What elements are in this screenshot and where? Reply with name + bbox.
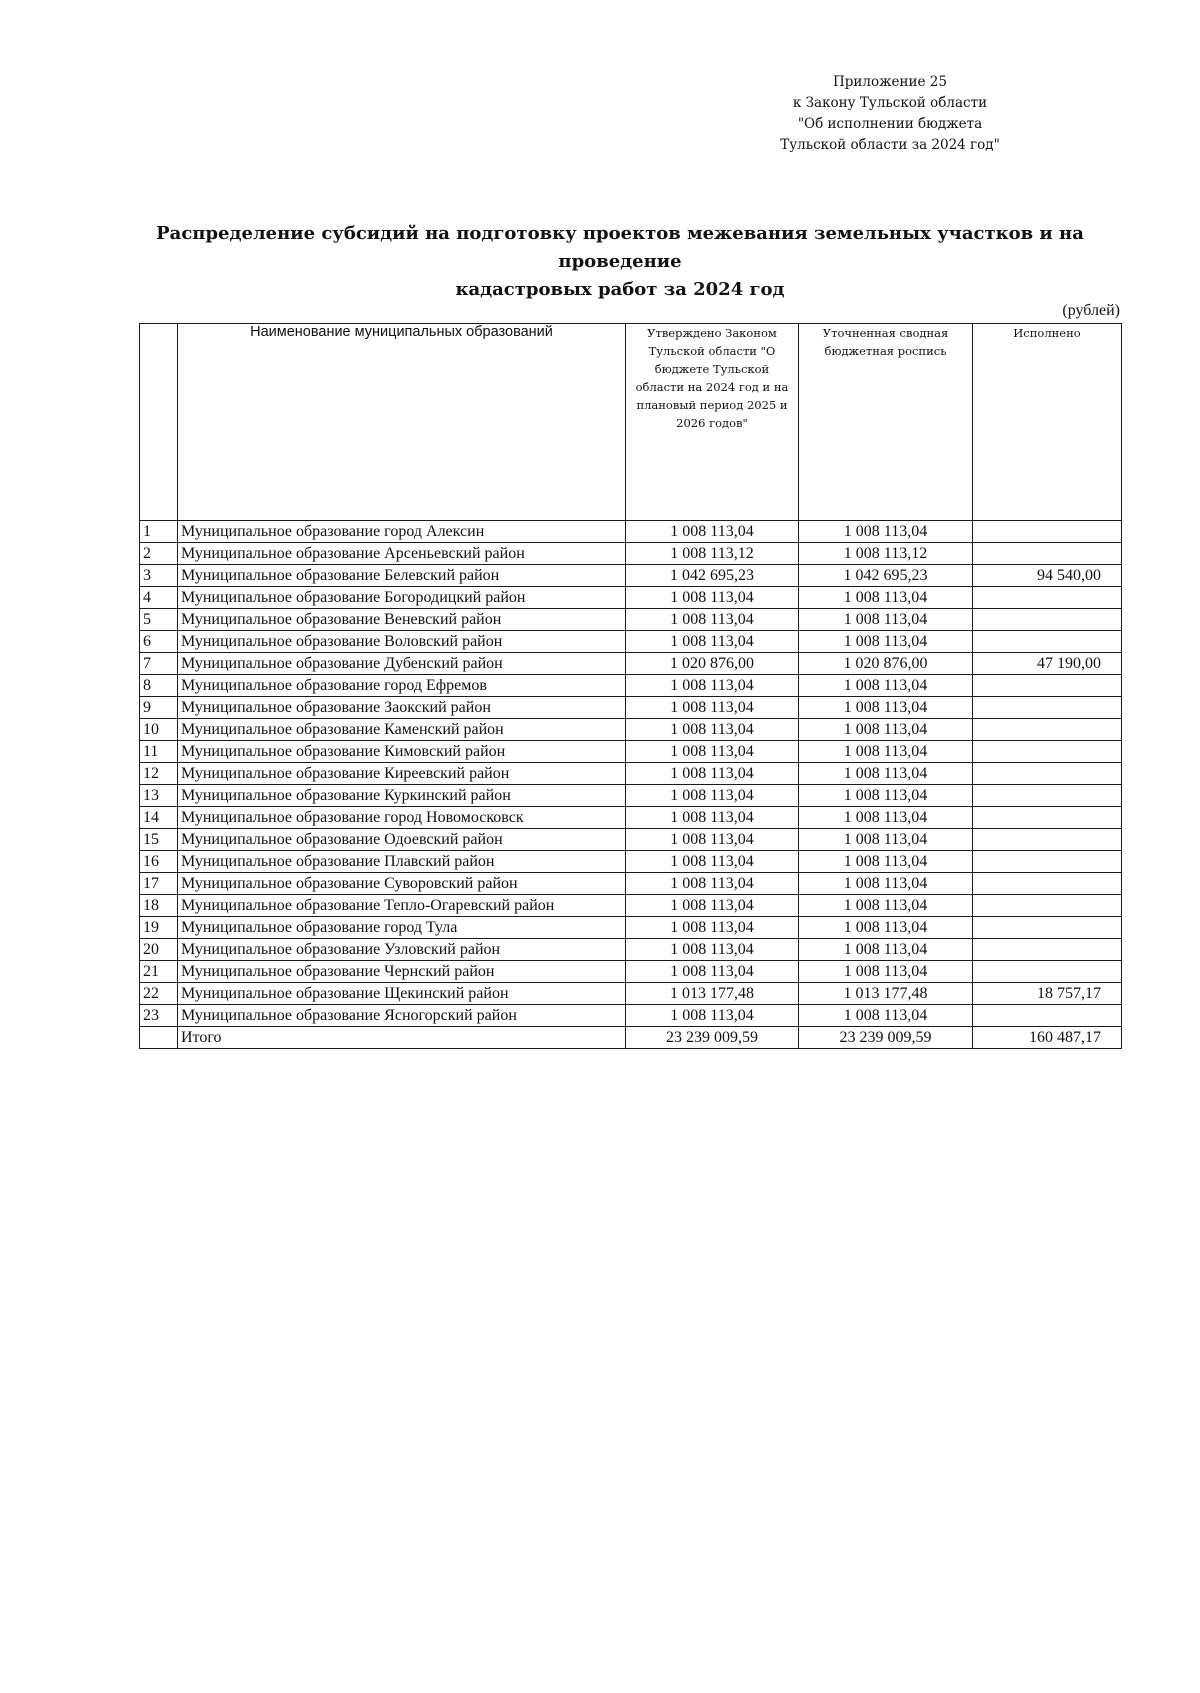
executed-amount	[973, 609, 1122, 631]
approved-amount: 23 239 009,59	[626, 1027, 799, 1049]
table-row	[140, 631, 1122, 653]
refined-amount: 1 008 113,04	[799, 961, 973, 983]
title-line-1: Распределение субсидий на подготовку проектов межевания земельных участков и на проведение	[156, 223, 1084, 272]
refined-amount: 1 008 113,04	[799, 895, 973, 917]
row-number: 10	[140, 719, 178, 741]
row-number: 1	[140, 521, 178, 543]
refined-amount: 1 008 113,04	[799, 851, 973, 873]
row-number: 3	[140, 565, 178, 587]
approved-amount: 1 008 113,04	[626, 785, 799, 807]
row-number: 21	[140, 961, 178, 983]
approved-amount: 1 008 113,04	[626, 763, 799, 785]
executed-amount	[973, 631, 1122, 653]
executed-amount	[973, 587, 1122, 609]
approved-amount: 1 008 113,04	[626, 521, 799, 543]
table-row	[140, 653, 1122, 675]
municipality-name: Муниципальное образование Щекинский район	[178, 983, 626, 1005]
executed-amount	[973, 697, 1122, 719]
table-header-row	[140, 324, 1122, 521]
annex-line-4: Тульской области за 2024 год"	[780, 137, 1000, 153]
executed-amount	[973, 741, 1122, 763]
approved-amount: 1 008 113,04	[626, 719, 799, 741]
table-row	[140, 785, 1122, 807]
table-row	[140, 543, 1122, 565]
table-row	[140, 851, 1122, 873]
approved-amount: 1 008 113,04	[626, 1005, 799, 1027]
refined-amount: 1 008 113,04	[799, 785, 973, 807]
header-num	[140, 324, 178, 521]
approved-amount: 1 008 113,04	[626, 675, 799, 697]
row-number: 7	[140, 653, 178, 675]
refined-amount: 1 008 113,04	[799, 939, 973, 961]
header-refined: Уточненная сводная бюджетная роспись	[799, 324, 973, 521]
table-row	[140, 807, 1122, 829]
refined-amount: 1 008 113,04	[799, 609, 973, 631]
refined-amount: 1 008 113,04	[799, 763, 973, 785]
municipality-name: Муниципальное образование Каменский район	[178, 719, 626, 741]
annex-block	[700, 72, 1080, 156]
row-number: 23	[140, 1005, 178, 1027]
municipality-name: Муниципальное образование Кимовский район	[178, 741, 626, 763]
executed-amount: 18 757,17	[973, 983, 1122, 1005]
municipality-name: Муниципальное образование город Новомосковск	[178, 807, 626, 829]
row-number: 20	[140, 939, 178, 961]
municipality-name: Муниципальное образование Одоевский район	[178, 829, 626, 851]
table-row	[140, 741, 1122, 763]
refined-amount: 1 008 113,04	[799, 873, 973, 895]
row-number: 8	[140, 675, 178, 697]
refined-amount: 1 008 113,04	[799, 1005, 973, 1027]
refined-amount: 1 008 113,04	[799, 697, 973, 719]
executed-amount	[973, 1005, 1122, 1027]
municipality-name: Муниципальное образование город Тула	[178, 917, 626, 939]
municipality-name: Муниципальное образование Ясногорский район	[178, 1005, 626, 1027]
executed-amount	[973, 917, 1122, 939]
executed-amount	[973, 939, 1122, 961]
annex-line-3: "Об исполнении бюджета	[797, 116, 983, 132]
executed-amount	[973, 785, 1122, 807]
header-approved: Утверждено Законом Тульской области "О бюджете Тульской области на 2024 год и на плановый период 2025 и 2026 годов"	[626, 324, 799, 521]
row-number: 19	[140, 917, 178, 939]
table-body	[140, 521, 1122, 1049]
executed-amount	[973, 675, 1122, 697]
approved-amount: 1 008 113,04	[626, 697, 799, 719]
municipality-name: Муниципальное образование Белевский район	[178, 565, 626, 587]
executed-amount	[973, 763, 1122, 785]
municipality-name: Муниципальное образование Киреевский район	[178, 763, 626, 785]
municipality-name: Муниципальное образование Арсеньевский район	[178, 543, 626, 565]
approved-amount: 1 008 113,04	[626, 961, 799, 983]
refined-amount: 1 008 113,04	[799, 829, 973, 851]
unit-label: (рублей)	[1062, 302, 1120, 319]
row-number: 4	[140, 587, 178, 609]
approved-amount: 1 008 113,04	[626, 631, 799, 653]
table-row	[140, 917, 1122, 939]
municipality-name: Муниципальное образование Воловский район	[178, 631, 626, 653]
row-number: 11	[140, 741, 178, 763]
municipality-name: Муниципальное образование Богородицкий район	[178, 587, 626, 609]
subsidy-table	[139, 323, 1122, 1049]
table-row	[140, 521, 1122, 543]
executed-amount	[973, 873, 1122, 895]
municipality-name: Итого	[178, 1027, 626, 1049]
refined-amount: 23 239 009,59	[799, 1027, 973, 1049]
executed-amount	[973, 895, 1122, 917]
refined-amount: 1 008 113,04	[799, 675, 973, 697]
approved-amount: 1 008 113,04	[626, 873, 799, 895]
approved-amount: 1 008 113,04	[626, 917, 799, 939]
table-row	[140, 609, 1122, 631]
table-row	[140, 697, 1122, 719]
row-number: 6	[140, 631, 178, 653]
executed-amount	[973, 851, 1122, 873]
approved-amount: 1 008 113,04	[626, 895, 799, 917]
refined-amount: 1 013 177,48	[799, 983, 973, 1005]
row-number: 16	[140, 851, 178, 873]
executed-amount	[973, 829, 1122, 851]
refined-amount: 1 008 113,04	[799, 521, 973, 543]
approved-amount: 1 020 876,00	[626, 653, 799, 675]
refined-amount: 1 008 113,04	[799, 587, 973, 609]
header-executed: Исполнено	[973, 324, 1122, 521]
executed-amount	[973, 807, 1122, 829]
approved-amount: 1 008 113,04	[626, 851, 799, 873]
executed-amount	[973, 719, 1122, 741]
row-number: 9	[140, 697, 178, 719]
municipality-name: Муниципальное образование Дубенский район	[178, 653, 626, 675]
row-number: 5	[140, 609, 178, 631]
row-number: 2	[140, 543, 178, 565]
annex-line-2: к Закону Тульской области	[792, 95, 988, 111]
table-row	[140, 565, 1122, 587]
refined-amount: 1 008 113,04	[799, 917, 973, 939]
approved-amount: 1 008 113,04	[626, 939, 799, 961]
row-number: 15	[140, 829, 178, 851]
municipality-name: Муниципальное образование Суворовский район	[178, 873, 626, 895]
executed-amount: 47 190,00	[973, 653, 1122, 675]
table-row	[140, 873, 1122, 895]
approved-amount: 1 008 113,04	[626, 609, 799, 631]
municipality-name: Муниципальное образование Узловский район	[178, 939, 626, 961]
municipality-name: Муниципальное образование Веневский район	[178, 609, 626, 631]
table-row	[140, 763, 1122, 785]
row-number: 12	[140, 763, 178, 785]
row-number: 18	[140, 895, 178, 917]
refined-amount: 1 020 876,00	[799, 653, 973, 675]
table-row	[140, 675, 1122, 697]
municipality-name: Муниципальное образование город Ефремов	[178, 675, 626, 697]
table-row	[140, 829, 1122, 851]
table-row	[140, 1005, 1122, 1027]
table-row	[140, 719, 1122, 741]
refined-amount: 1 008 113,04	[799, 807, 973, 829]
executed-amount: 160 487,17	[973, 1027, 1122, 1049]
municipality-name: Муниципальное образование Куркинский район	[178, 785, 626, 807]
refined-amount: 1 008 113,04	[799, 631, 973, 653]
table-row	[140, 961, 1122, 983]
executed-amount	[973, 521, 1122, 543]
total-row	[140, 1027, 1122, 1049]
executed-amount: 94 540,00	[973, 565, 1122, 587]
row-number: 13	[140, 785, 178, 807]
row-number	[140, 1027, 178, 1049]
refined-amount: 1 008 113,04	[799, 719, 973, 741]
executed-amount	[973, 543, 1122, 565]
refined-amount: 1 042 695,23	[799, 565, 973, 587]
document-title	[140, 220, 1100, 304]
table-row	[140, 587, 1122, 609]
approved-amount: 1 042 695,23	[626, 565, 799, 587]
table-row	[140, 983, 1122, 1005]
approved-amount: 1 008 113,04	[626, 829, 799, 851]
approved-amount: 1 008 113,04	[626, 807, 799, 829]
municipality-name: Муниципальное образование Тепло-Огаревский район	[178, 895, 626, 917]
approved-amount: 1 008 113,12	[626, 543, 799, 565]
approved-amount: 1 013 177,48	[626, 983, 799, 1005]
table-row	[140, 895, 1122, 917]
municipality-name: Муниципальное образование Чернский район	[178, 961, 626, 983]
refined-amount: 1 008 113,04	[799, 741, 973, 763]
refined-amount: 1 008 113,12	[799, 543, 973, 565]
executed-amount	[973, 961, 1122, 983]
municipality-name: Муниципальное образование город Алексин	[178, 521, 626, 543]
table-row	[140, 939, 1122, 961]
row-number: 22	[140, 983, 178, 1005]
row-number: 14	[140, 807, 178, 829]
municipality-name: Муниципальное образование Плавский район	[178, 851, 626, 873]
row-number: 17	[140, 873, 178, 895]
municipality-name: Муниципальное образование Заокский район	[178, 697, 626, 719]
annex-line-1: Приложение 25	[833, 74, 947, 90]
header-name: Наименование муниципальных образований	[178, 324, 626, 521]
title-line-2: кадастровых работ за 2024 год	[455, 279, 785, 300]
approved-amount: 1 008 113,04	[626, 587, 799, 609]
approved-amount: 1 008 113,04	[626, 741, 799, 763]
